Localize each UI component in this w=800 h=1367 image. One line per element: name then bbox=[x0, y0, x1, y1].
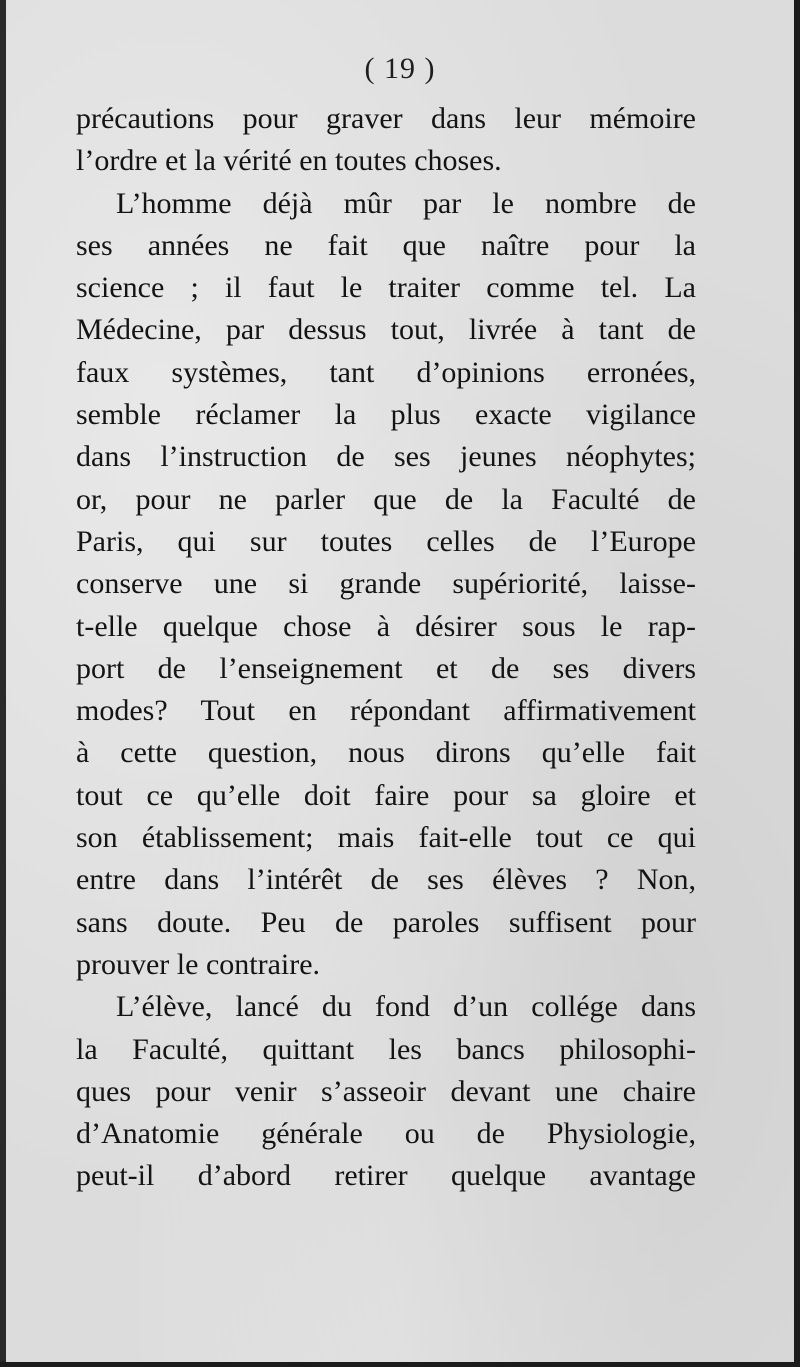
text-line: l’ordre et la vérité en toutes choses. bbox=[76, 144, 502, 178]
text-line: faux systèmes, tant d’opinions erronées, bbox=[76, 355, 696, 389]
text-line: port de l’enseignement et de ses divers bbox=[76, 651, 696, 685]
text-line: à cette question, nous dirons qu’elle fait bbox=[76, 736, 696, 770]
text-line: modes? Tout en répondant affirmativement bbox=[76, 694, 696, 728]
text-line: prouver le contraire. bbox=[76, 947, 321, 981]
text-line: la Faculté, quittant les bancs philosophi- bbox=[76, 1032, 696, 1066]
text-line: ques pour venir s’asseoir devant une chaire bbox=[76, 1074, 696, 1108]
text-line: t-elle quelque chose à désirer sous le rap- bbox=[76, 609, 696, 643]
page-number: ( 19 ) bbox=[364, 52, 436, 85]
scan-edge-right bbox=[794, 0, 800, 1367]
text-line: ses années ne fait que naître pour la bbox=[76, 228, 696, 262]
scan-edge-bottom bbox=[0, 1362, 800, 1367]
text-line: son établissement; mais fait-elle tout ce qui bbox=[76, 821, 696, 855]
text-line: L’homme déjà mûr par le nombre de bbox=[116, 186, 696, 220]
text-line: science ; il faut le traiter comme tel. La bbox=[76, 271, 696, 305]
text-line: or, pour ne parler que de la Faculté de bbox=[76, 482, 696, 516]
text-line: sans doute. Peu de paroles suffisent pour bbox=[76, 905, 696, 939]
text-line: L’élève, lancé du fond d’un collége dans bbox=[116, 990, 696, 1024]
text-line: conserve une si grande supériorité, laisse- bbox=[76, 567, 696, 601]
text-line: tout ce qu’elle doit faire pour sa gloire et bbox=[76, 778, 696, 812]
text-line: semble réclamer la plus exacte vigilance bbox=[76, 398, 696, 432]
text-line: entre dans l’intérêt de ses élèves ? Non, bbox=[76, 863, 696, 897]
text-line: d’Anatomie générale ou de Physiologie, bbox=[76, 1117, 696, 1151]
text-line: Médecine, par dessus tout, livrée à tant de bbox=[76, 313, 696, 347]
book-page bbox=[6, 0, 794, 1362]
text-line: précautions pour graver dans leur mémoire bbox=[76, 102, 696, 135]
text-line: Paris, qui sur toutes celles de l’Europe bbox=[76, 524, 696, 558]
text-line: peut-il d’abord retirer quelque avantage bbox=[76, 1159, 696, 1193]
text-line: dans l’instruction de ses jeunes néophytes; bbox=[76, 440, 696, 474]
body-text bbox=[76, 98, 696, 1198]
